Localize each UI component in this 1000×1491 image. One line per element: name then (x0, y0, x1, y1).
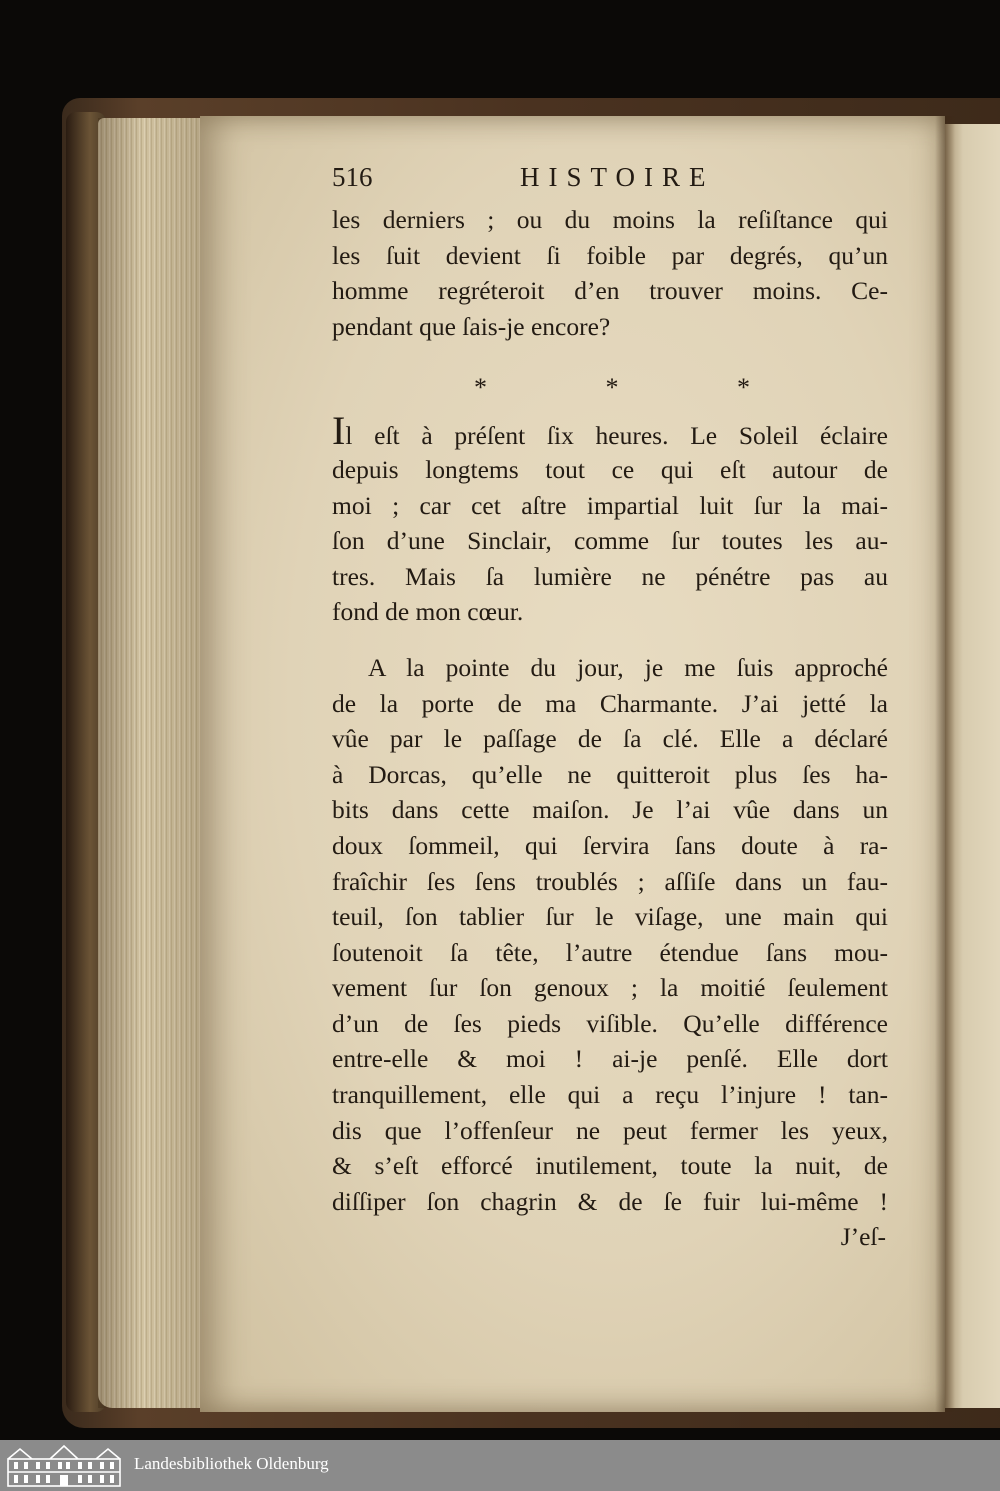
text-line: homme regréteroit d’en trouver moins. Ce- (332, 276, 888, 306)
footer-bar (0, 1440, 1000, 1491)
text-line: à Dorcas, qu’elle ne quitteroit plus ſes ha- (332, 759, 888, 789)
drop-cap: I (332, 408, 346, 454)
paragraph-gap (332, 630, 888, 650)
text-line: entre-elle & moi ! ai-je penſé. Elle dort (332, 1044, 888, 1074)
text-line: les ſuit devient ſi foible par degrés, qu’un (332, 240, 888, 270)
text-line: vement ſur ſon genoux ; la moitié ſeulement (332, 973, 888, 1003)
library-name: Landesbibliothek Oldenburg (134, 1454, 329, 1473)
text-line-body: l eſt à préſent ſix heures. Le Soleil éclaire (345, 421, 888, 451)
text-line (332, 408, 888, 454)
text-line: ſon d’une Sinclair, comme ſur toutes les au- (332, 526, 888, 556)
running-title: HISTOIRE (520, 162, 715, 192)
page-number: 516 (332, 162, 373, 192)
library-building-icon (4, 1443, 124, 1488)
text-line: tres. Mais ſa lumière ne pénétre pas au (332, 561, 888, 591)
text-line: A la pointe du jour, je me ſuis approché (368, 652, 888, 682)
text-line: & s’eſt efforcé inutilement, toute la nuit, de (332, 1151, 888, 1181)
page-edges (98, 118, 210, 1408)
text-line: moi ; car cet aſtre impartial luit ſur la mai- (332, 490, 888, 520)
text-line: fond de mon cœur. (332, 597, 524, 627)
section-break: * * * (474, 373, 806, 403)
text-line: tranquillement, elle qui a reçu l’injure ! tan- (332, 1080, 888, 1110)
text-line: de la porte de ma Charmante. J’ai jetté la (332, 688, 888, 718)
text-line: teuil, ſon tablier ſur le viſage, une main qui (332, 902, 888, 932)
page-text (332, 160, 888, 1254)
text-line: ſoutenoit ſa tête, l’autre étendue ſans mou- (332, 937, 888, 967)
text-line: pendant que ſais-je encore? (332, 311, 611, 341)
paragraph-1 (332, 202, 888, 344)
text-line: les derniers ; ou du moins la reſiſtance qui (332, 205, 888, 234)
text-line: doux ſommeil, qui ſervira ſans doute à ra- (332, 830, 888, 860)
text-line: bits dans cette maiſon. Je l’ai vûe dans un (332, 795, 888, 825)
text-line: dis que l’offenſeur ne peut fermer les yeux, (332, 1115, 888, 1145)
text-line: diſſiper ſon chagrin & de ſe fuir lui-même ! (332, 1186, 888, 1216)
paragraph-2 (332, 408, 888, 630)
running-head (332, 160, 888, 202)
paragraph-3 (332, 650, 888, 1220)
text-line: d’un de ſes pieds viſible. Qu’elle différence (332, 1008, 888, 1038)
catchword: J’eſ- (840, 1222, 886, 1252)
text-line: vûe par le paſſage de ſa clé. Elle a déclaré (332, 724, 888, 754)
text-line: depuis longtems tout ce qui eſt autour de (332, 454, 888, 484)
page-gutter (935, 116, 955, 1412)
text-line: fraîchir ſes ſens troublés ; aſſiſe dans un fau- (332, 866, 888, 896)
